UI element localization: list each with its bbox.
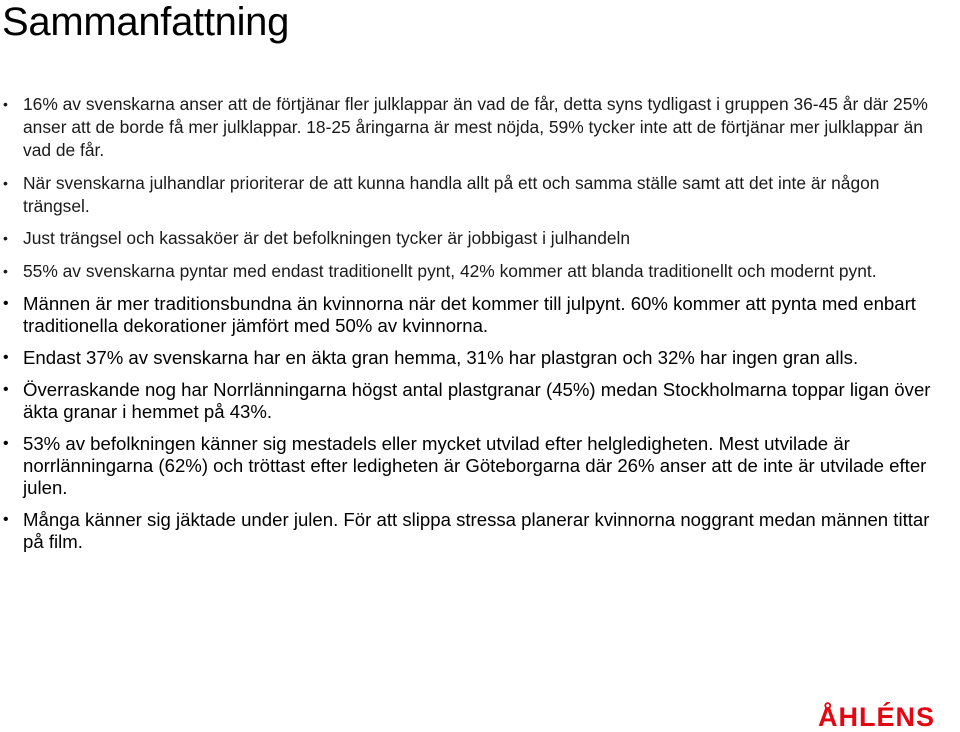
bullet-item — [0, 227, 945, 250]
bullet-text: 16% av svenskarna anser att de förtjänar fler julklappar än vad de får, detta syns tydligast i gruppen 36-45 år där 25% anser att de borde få mer julklappar. 18-25 åringarna är mest nöjda, 59% tycker inte att de förtjänar mer julklappar än vad de får. — [23, 94, 928, 160]
bullet-item — [0, 93, 945, 162]
ahlens-logo — [818, 700, 956, 730]
bullet-item — [0, 293, 945, 337]
bullet-item — [0, 379, 945, 423]
bullet-text: 53% av befolkningen känner sig mestadels eller mycket utvilad efter helgledigheten. Mest utvilade är norrlänningarna (62%) och tröttast efter ledigheten är Göteborgarna där 26% anser att de inte är utvilade efter julen. — [23, 433, 927, 498]
bullet-dot-icon: • — [3, 511, 9, 528]
bullet-dot-icon: • — [3, 381, 9, 398]
bullet-item — [0, 260, 945, 283]
slide-title: Sammanfattning — [2, 0, 290, 44]
bullet-dot-icon: • — [3, 295, 9, 312]
bullet-text: Överraskande nog har Norrlänningarna högst antal plastgranar (45%) medan Stockholmarna toppar ligan över äkta granar i hemmet på 43%. — [23, 379, 931, 422]
bullet-item — [0, 433, 945, 499]
bullet-dot-icon: • — [3, 263, 8, 279]
bullet-text: Just trängsel och kassaköer är det befolkningen tycker är jobbigast i julhandeln — [23, 228, 631, 248]
bullet-text: Männen är mer traditionsbundna än kvinnorna när det kommer till julpynt. 60% kommer att pynta med enbart traditionella dekorationer jämfört med 50% av kvinnorna. — [23, 293, 916, 336]
bullet-text: 55% av svenskarna pyntar med endast traditionellt pynt, 42% kommer att blanda traditionellt och modernt pynt. — [23, 261, 877, 281]
bullet-item — [0, 347, 945, 369]
bullet-text: Endast 37% av svenskarna har en äkta gran hemma, 31% har plastgran och 32% har ingen gran alls. — [23, 347, 859, 368]
bullet-text: När svenskarna julhandlar prioriterar de att kunna handla allt på ett och samma ställe samt att det inte är någon trängsel. — [23, 173, 880, 216]
bullet-item — [0, 509, 945, 553]
bullet-dot-icon: • — [3, 96, 8, 112]
bullet-dot-icon: • — [3, 175, 8, 191]
bullet-item — [0, 172, 945, 218]
summary-bullet-list — [0, 93, 945, 553]
logo-text: ÅHLÉNS — [818, 702, 936, 730]
bullet-text: Många känner sig jäktade under julen. För att slippa stressa planerar kvinnorna noggrant medan männen tittar på film. — [23, 509, 930, 552]
bullet-dot-icon: • — [3, 349, 9, 366]
bullet-dot-icon: • — [3, 230, 8, 246]
bullet-dot-icon: • — [3, 435, 9, 452]
